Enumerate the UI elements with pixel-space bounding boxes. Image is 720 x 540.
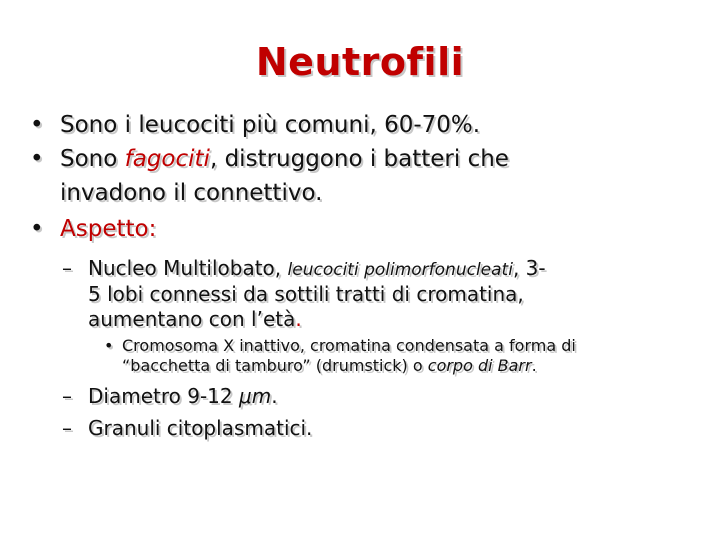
bullet-marker: • <box>30 146 44 172</box>
bullet-marker: • <box>30 216 44 242</box>
bullet-text-line <box>122 356 537 375</box>
bullet-marker: • <box>30 112 44 138</box>
text-part: , 3- <box>512 256 546 280</box>
bullet-marker: • <box>104 336 114 355</box>
bullet-text-line: invadono il connettivo. <box>60 180 323 206</box>
bullet-marker: – <box>62 256 72 280</box>
bullet-marker: – <box>62 416 72 440</box>
text-part: . <box>271 384 278 408</box>
bullet-text-line: Granuli citoplasmatici. <box>88 416 313 440</box>
text-part: , distruggono i batteri che <box>209 146 509 172</box>
emphasis-text: corpo di Barr <box>427 356 532 375</box>
slide-title: Neutrofili <box>255 40 465 84</box>
bullet-text-line <box>60 146 509 172</box>
emphasis-text: leucociti polimorfonucleati <box>287 260 513 280</box>
bullet-text-line: Cromosoma X inattivo, cromatina condensata a forma di <box>122 336 576 355</box>
bullet-text-line <box>88 307 302 331</box>
text-part: “bacchetta di tamburo” (drumstick) o <box>122 356 428 375</box>
text-part: aumentano con l’età <box>88 307 296 331</box>
bullet-text-line <box>88 384 278 408</box>
text-part: Nucleo Multilobato, <box>88 256 288 280</box>
bullet-text-line <box>88 256 546 280</box>
text-part: . <box>531 356 537 375</box>
text-part: Sono <box>60 146 125 172</box>
bullet-text: Aspetto: <box>60 216 157 242</box>
bullet-marker: – <box>62 384 72 408</box>
text-part: Diametro 9-12 <box>88 384 239 408</box>
emphasis-text: . <box>295 307 302 331</box>
unit-text: μm <box>238 384 272 408</box>
bullet-text: Sono i leucociti più comuni, 60-70%. <box>60 112 481 138</box>
emphasis-text: fagociti <box>124 146 210 172</box>
bullet-text-line: 5 lobi connessi da sottili tratti di cromatina, <box>88 282 524 306</box>
